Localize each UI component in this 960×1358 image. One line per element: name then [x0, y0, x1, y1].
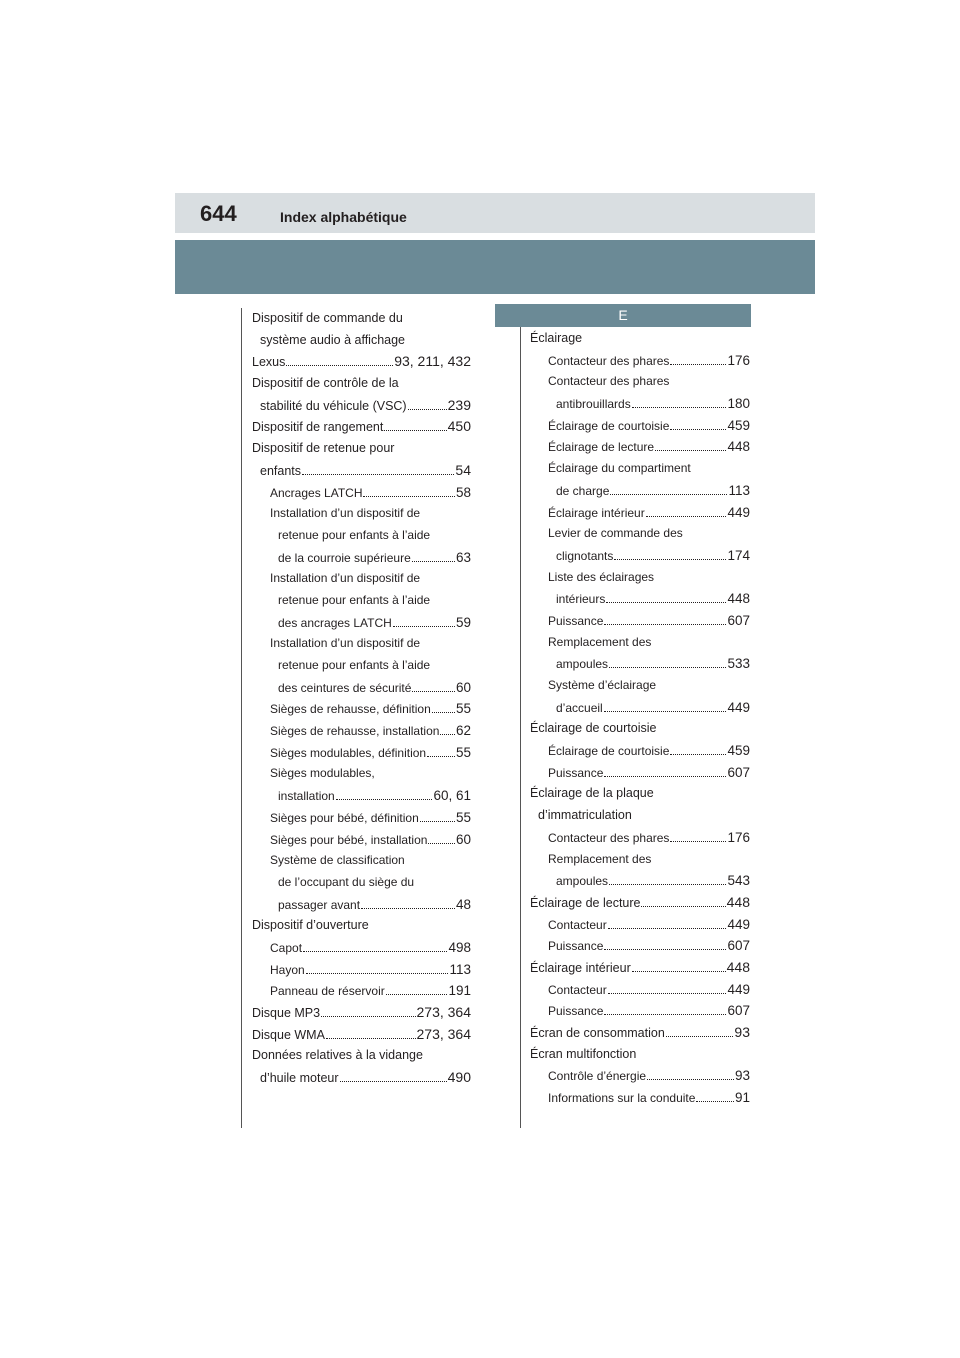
leader-dots	[614, 549, 726, 560]
index-entry-text: Dispositif de commande du	[252, 311, 403, 325]
index-entry-page[interactable]: 607	[727, 764, 750, 780]
index-entry-page[interactable]: 93	[734, 1068, 750, 1084]
section-letter: E	[495, 304, 751, 327]
index-entry-text: Contacteur des phares	[548, 374, 670, 389]
index-entry-page[interactable]: 62	[455, 723, 471, 739]
leader-dots	[604, 766, 726, 777]
index-entry	[530, 545, 750, 567]
leader-dots	[440, 724, 455, 735]
page-title: Index alphabétique	[280, 209, 407, 225]
index-entry	[252, 980, 471, 1002]
index-entry-page[interactable]: 448	[727, 591, 750, 607]
header-bar	[175, 193, 815, 233]
index-entry-page[interactable]: 176	[727, 352, 750, 368]
index-entry-text: Panneau de réservoir	[270, 984, 385, 999]
index-entry	[252, 959, 471, 981]
index-entry-text: Écran de consommation	[530, 1026, 665, 1040]
index-entry	[252, 633, 471, 655]
index-entry-text: Éclairage du compartiment	[548, 461, 691, 476]
index-entry-text: Système d’éclairage	[548, 678, 657, 692]
index-entry-text: d’accueil	[556, 700, 603, 715]
index-entry-page[interactable]: 60	[455, 831, 471, 847]
index-entry-text: enfants	[260, 463, 302, 478]
index-entry-page[interactable]: 273, 364	[416, 1025, 471, 1042]
index-entry-page[interactable]: 449	[727, 504, 750, 520]
index-entry	[530, 870, 750, 892]
index-entry	[530, 827, 750, 849]
leader-dots	[670, 744, 726, 755]
leader-dots	[306, 963, 449, 974]
leader-dots	[609, 874, 726, 885]
index-entry	[252, 308, 471, 330]
index-entry	[252, 351, 471, 373]
index-entry	[252, 482, 471, 504]
index-entry	[530, 957, 750, 979]
index-entry	[252, 330, 471, 352]
index-entry-text: retenue pour enfants à l’aide	[278, 658, 431, 672]
index-entry-page[interactable]: 113	[449, 961, 471, 977]
index-entry-text: Éclairage de courtoisie	[548, 418, 670, 433]
index-entry-page[interactable]: 450	[447, 418, 471, 435]
index-entry-text: Liste des éclairages	[548, 569, 655, 584]
leader-dots	[610, 484, 727, 495]
index-entry-page[interactable]: 191	[448, 983, 471, 999]
index-entry	[530, 653, 750, 675]
index-entry-text: Éclairage de la plaque	[530, 786, 654, 801]
index-entry-page[interactable]: 58	[455, 484, 471, 500]
index-entry	[252, 1067, 471, 1089]
index-entry-text: Capot	[270, 940, 303, 955]
leader-dots	[666, 1026, 734, 1037]
index-entry-text: Contacteur des phares	[548, 353, 670, 368]
index-entry	[530, 371, 750, 393]
index-entry	[252, 460, 471, 482]
index-entry-page[interactable]: 543	[727, 873, 750, 889]
index-entry	[530, 740, 750, 762]
index-entry-text: antibrouillards	[556, 397, 631, 412]
index-entry-text: Remplacement des	[548, 634, 652, 649]
index-entry	[252, 612, 471, 634]
index-entry	[530, 1087, 750, 1109]
leader-dots	[609, 657, 726, 668]
index-entry	[252, 763, 471, 785]
index-entry	[252, 568, 471, 590]
leader-dots	[408, 399, 447, 410]
index-entry-text: Éclairage intérieur	[548, 505, 645, 520]
index-entry	[252, 785, 471, 807]
index-entry	[252, 872, 471, 894]
index-entry-text: Installation d’un dispositif de	[270, 636, 421, 651]
index-entry-text: Puissance	[548, 1004, 604, 1019]
index-entry-page[interactable]: 448	[727, 439, 750, 455]
leader-dots	[412, 681, 455, 692]
index-entry-text: clignotants	[556, 548, 614, 563]
index-entry-text: des ancrages LATCH	[278, 615, 392, 630]
index-entry	[252, 547, 471, 569]
index-entry-text: Sièges de rehausse, définition	[270, 702, 431, 717]
leader-dots	[604, 939, 726, 950]
leader-dots	[412, 551, 455, 562]
index-entry-page[interactable]: 533	[727, 656, 750, 672]
index-entry-text: Contacteur	[548, 917, 607, 932]
index-entry-page[interactable]: 63	[455, 549, 471, 565]
index-entry	[252, 416, 471, 438]
index-entry-text: Contacteur des phares	[548, 830, 670, 845]
index-entry-text: ampoules	[556, 874, 609, 889]
leader-dots	[641, 896, 725, 907]
index-column-left	[252, 308, 471, 1089]
index-entry-text: Installation d’un dispositif de	[270, 571, 421, 586]
index-entry-text: passager avant	[278, 897, 361, 912]
index-entry-text: Éclairage	[530, 331, 583, 345]
index-entry-page[interactable]: 91	[734, 1090, 750, 1106]
index-entry-page[interactable]: 93, 211, 432	[394, 353, 471, 370]
index-entry-text: Écran multifonction	[530, 1046, 637, 1061]
index-entry-page[interactable]: 490	[447, 1069, 471, 1086]
leader-dots	[321, 1006, 415, 1017]
index-entry-text: Puissance	[548, 939, 604, 954]
leader-dots	[632, 397, 727, 408]
leader-dots	[670, 354, 726, 365]
index-entry	[252, 850, 471, 872]
index-entry	[530, 610, 750, 632]
index-entry	[530, 1000, 750, 1022]
index-entry-text: Disque MP3	[252, 1006, 321, 1020]
leader-dots	[608, 983, 727, 994]
index-entry-text: Disque WMA	[252, 1027, 325, 1042]
index-entry	[530, 783, 750, 805]
index-entry-text: système audio à affichage	[260, 332, 406, 347]
index-entry	[530, 393, 750, 415]
index-entry	[530, 697, 750, 719]
index-entry-text: retenue pour enfants à l’aide	[278, 592, 431, 607]
index-entry-page[interactable]: 93	[734, 1024, 750, 1040]
index-entry	[252, 1045, 471, 1067]
index-entry	[530, 849, 750, 871]
index-entry-text: Éclairage de courtoisie	[548, 744, 670, 759]
index-entry	[252, 677, 471, 699]
index-entry	[530, 805, 750, 827]
index-entry-text: de l’occupant du siège du	[278, 874, 415, 889]
index-entry-page[interactable]: 448	[726, 958, 750, 975]
index-entry-text: installation	[278, 789, 335, 804]
index-entry	[252, 742, 471, 764]
index-entry-text: Dispositif de contrôle de la	[252, 376, 399, 391]
index-entry	[530, 979, 750, 1001]
middle-column-rule	[520, 308, 521, 1128]
index-entry-text: Lexus	[252, 355, 286, 370]
index-entry	[252, 373, 471, 395]
index-entry-text: Contrôle d’énergie	[548, 1069, 647, 1084]
leader-dots	[361, 898, 455, 909]
index-entry-page[interactable]: 180	[727, 396, 750, 412]
index-entry	[530, 892, 750, 914]
leader-dots	[336, 789, 433, 800]
index-entry	[530, 1044, 750, 1066]
index-entry-text: Dispositif d’ouverture	[252, 918, 369, 933]
index-entry-page[interactable]: 449	[727, 699, 750, 715]
index-entry	[530, 632, 750, 654]
index-entry	[252, 937, 471, 959]
leader-dots	[420, 811, 455, 822]
index-entry-text: stabilité du véhicule (VSC)	[260, 398, 407, 413]
index-entry-text: Puissance	[548, 765, 604, 780]
index-entry-page[interactable]: 498	[448, 939, 471, 955]
leader-dots	[604, 614, 726, 625]
index-entry	[530, 436, 750, 458]
index-entry	[252, 698, 471, 720]
index-entry-page[interactable]: 449	[727, 916, 750, 932]
index-entry-page[interactable]: 607	[727, 612, 750, 628]
leader-dots	[655, 440, 726, 451]
leader-dots	[646, 506, 727, 517]
index-entry-page[interactable]: 273, 364	[416, 1004, 471, 1020]
index-entry-text: intérieurs	[556, 592, 606, 607]
index-entry	[530, 415, 750, 437]
index-entry-text: ampoules	[556, 657, 609, 672]
leader-dots	[384, 420, 446, 431]
index-entry	[252, 1002, 471, 1024]
index-entry-page[interactable]: 449	[727, 981, 750, 997]
index-entry	[252, 829, 471, 851]
leader-dots	[340, 1071, 447, 1082]
index-entry-text: des ceintures de sécurité	[278, 680, 412, 695]
index-entry	[252, 894, 471, 916]
header-banner	[175, 240, 815, 294]
index-entry-page[interactable]: 54	[455, 461, 471, 478]
index-entry-page[interactable]: 55	[455, 701, 471, 717]
index-entry	[252, 503, 471, 525]
index-entry-text: Éclairage de courtoisie	[530, 721, 657, 736]
index-entry	[252, 720, 471, 742]
index-entry-text: Éclairage de lecture	[548, 440, 655, 455]
leader-dots	[606, 592, 726, 603]
index-entry-text: Remplacement des	[548, 851, 652, 866]
index-entry-page[interactable]: 60	[455, 679, 471, 695]
index-entry	[530, 480, 750, 502]
index-entry	[252, 655, 471, 677]
index-entry-text: Dispositif de rangement	[252, 420, 384, 435]
index-entry-text: Sièges de rehausse, installation	[270, 724, 440, 739]
index-entry-page[interactable]: 239	[447, 396, 471, 413]
index-entry-text: Levier de commande des	[548, 526, 683, 541]
index-entry-text: Données relatives à la vidange	[252, 1048, 423, 1063]
leader-dots	[647, 1069, 734, 1080]
index-entry-page[interactable]: 607	[727, 1003, 750, 1019]
leader-dots	[286, 355, 393, 366]
index-entry	[530, 935, 750, 957]
index-column-right	[530, 328, 750, 1109]
index-entry-page[interactable]: 174	[727, 547, 750, 563]
leader-dots	[428, 833, 455, 844]
leader-dots	[670, 419, 726, 430]
index-entry-text: Ancrages LATCH	[270, 485, 363, 500]
index-entry	[252, 915, 471, 937]
index-entry	[530, 523, 750, 545]
index-entry	[252, 590, 471, 612]
index-entry-text: Système de classification	[270, 853, 405, 868]
leader-dots	[696, 1091, 734, 1102]
leader-dots	[604, 701, 727, 712]
index-entry	[530, 328, 750, 350]
leader-dots	[363, 486, 454, 497]
index-entry-page[interactable]: 113	[728, 482, 750, 498]
index-entry	[530, 567, 750, 589]
leader-dots	[632, 961, 726, 972]
index-entry-text: de la courroie supérieure	[278, 550, 411, 565]
index-entry-text: Installation d’un dispositif de	[270, 506, 421, 521]
index-entry-page[interactable]: 607	[727, 938, 750, 954]
index-entry	[530, 762, 750, 784]
leader-dots	[427, 746, 455, 757]
index-entry	[530, 458, 750, 480]
index-entry-text: Éclairage de lecture	[530, 895, 641, 910]
index-entry-text: retenue pour enfants à l’aide	[278, 527, 431, 542]
index-entry	[530, 718, 750, 740]
index-entry-text: Hayon	[270, 962, 305, 977]
leader-dots	[326, 1028, 416, 1039]
index-entry-text: Puissance	[548, 613, 604, 628]
index-entry	[530, 502, 750, 524]
index-entry	[252, 525, 471, 547]
index-entry-page[interactable]: 459	[727, 417, 750, 433]
leader-dots	[670, 831, 726, 842]
index-entry-text: Informations sur la conduite	[548, 1091, 696, 1106]
index-entry-page[interactable]: 55	[455, 809, 471, 825]
index-entry	[530, 914, 750, 936]
index-entry	[252, 807, 471, 829]
index-entry-page[interactable]: 55	[455, 744, 471, 760]
index-entry	[530, 588, 750, 610]
leader-dots	[302, 464, 454, 475]
leader-dots	[393, 616, 455, 627]
index-entry-text: Éclairage intérieur	[530, 960, 631, 975]
leader-dots	[303, 941, 447, 952]
index-entry-text: Sièges pour bébé, définition	[270, 810, 419, 825]
index-entry	[530, 350, 750, 372]
index-entry-text: Sièges pour bébé, installation	[270, 832, 428, 847]
index-entry-page[interactable]: 60, 61	[433, 788, 471, 804]
index-entry-page[interactable]: 48	[455, 896, 471, 912]
leader-dots	[604, 1004, 726, 1015]
index-entry-text: Contacteur	[548, 982, 607, 997]
index-entry	[530, 675, 750, 697]
index-entry	[252, 438, 471, 460]
index-entry-page[interactable]: 59	[455, 614, 471, 630]
left-column-rule	[241, 308, 242, 1128]
leader-dots	[432, 702, 455, 713]
index-entry-page[interactable]: 459	[727, 743, 750, 759]
index-entry	[252, 395, 471, 417]
index-entry-text: Sièges modulables,	[270, 766, 375, 781]
index-entry	[530, 1022, 750, 1044]
index-entry-text: de charge	[556, 483, 610, 498]
index-entry-page[interactable]: 448	[726, 893, 750, 910]
index-entry	[530, 1065, 750, 1087]
index-entry-text: Sièges modulables, définition	[270, 745, 427, 760]
index-entry-text: d’immatriculation	[538, 808, 632, 823]
index-entry-text: d’huile moteur	[260, 1071, 339, 1086]
index-entry-page[interactable]: 176	[727, 829, 750, 845]
page-number: 644	[200, 201, 237, 226]
index-entry-text: Dispositif de retenue pour	[252, 441, 395, 456]
leader-dots	[608, 918, 727, 929]
leader-dots	[386, 984, 448, 995]
index-entry	[252, 1024, 471, 1046]
